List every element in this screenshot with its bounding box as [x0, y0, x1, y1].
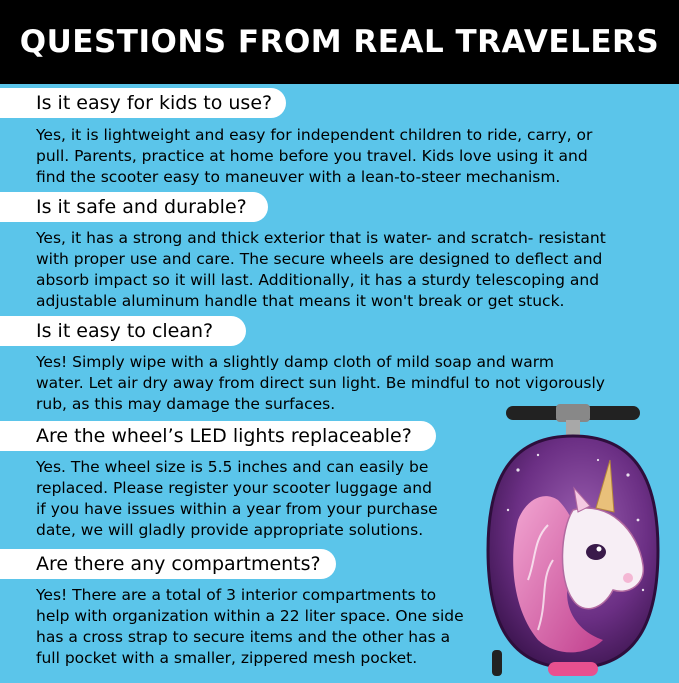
answer-1	[36, 125, 676, 188]
answer-line: Yes, it is lightweight and easy for independent children to ride, carry, or	[36, 126, 593, 144]
answer-line: Yes! There are a total of 3 interior compartments to	[36, 586, 437, 604]
answer-line: replaced. Please register your scooter luggage and	[36, 479, 432, 497]
question-3: Is it easy to clean?	[0, 316, 246, 346]
answer-line: date, we will gladly provide appropriate solutions.	[36, 521, 424, 539]
question-1: Is it easy for kids to use?	[0, 88, 286, 118]
answer-line: Yes. The wheel size is 5.5 inches and can easily be	[36, 458, 429, 476]
question-2: Is it safe and durable?	[0, 192, 268, 222]
page-title: QUESTIONS FROM REAL TRAVELERS	[19, 24, 660, 60]
answer-2	[36, 228, 676, 312]
unicorn-scooter-luggage-illustration	[478, 400, 668, 679]
answer-line: find the scooter easy to maneuver with a lean-to-steer mechanism.	[36, 168, 561, 186]
unicorn-luggage-icon	[478, 400, 668, 679]
question-4: Are the wheel’s LED lights replaceable?	[0, 421, 436, 451]
answer-line: water. Let air dry away from direct sun light. Be mindful to not vigorously	[36, 374, 605, 392]
question-5: Are there any compartments?	[0, 549, 336, 579]
answer-line: pull. Parents, practice at home before you travel. Kids love using it and	[36, 147, 588, 165]
answer-line: Yes, it has a strong and thick exterior that is water- and scratch- resistant	[36, 229, 606, 247]
answer-line: adjustable aluminum handle that means it won't break or get stuck.	[36, 292, 565, 310]
answer-line: full pocket with a smaller, zippered mesh pocket.	[36, 649, 418, 667]
answer-line: Yes! Simply wipe with a slightly damp cloth of mild soap and warm	[36, 353, 554, 371]
answer-line: has a cross strap to secure items and the other has a	[36, 628, 451, 646]
answer-line: if you have issues within a year from your purchase	[36, 500, 438, 518]
answer-line: help with organization within a 22 liter space. One side	[36, 607, 464, 625]
title-banner	[0, 0, 679, 84]
answer-line: absorb impact so it will last. Additionally, it has a sturdy telescoping and	[36, 271, 600, 289]
answer-line: rub, as this may damage the surfaces.	[36, 395, 336, 413]
answer-line: with proper use and care. The secure wheels are designed to deflect and	[36, 250, 603, 268]
